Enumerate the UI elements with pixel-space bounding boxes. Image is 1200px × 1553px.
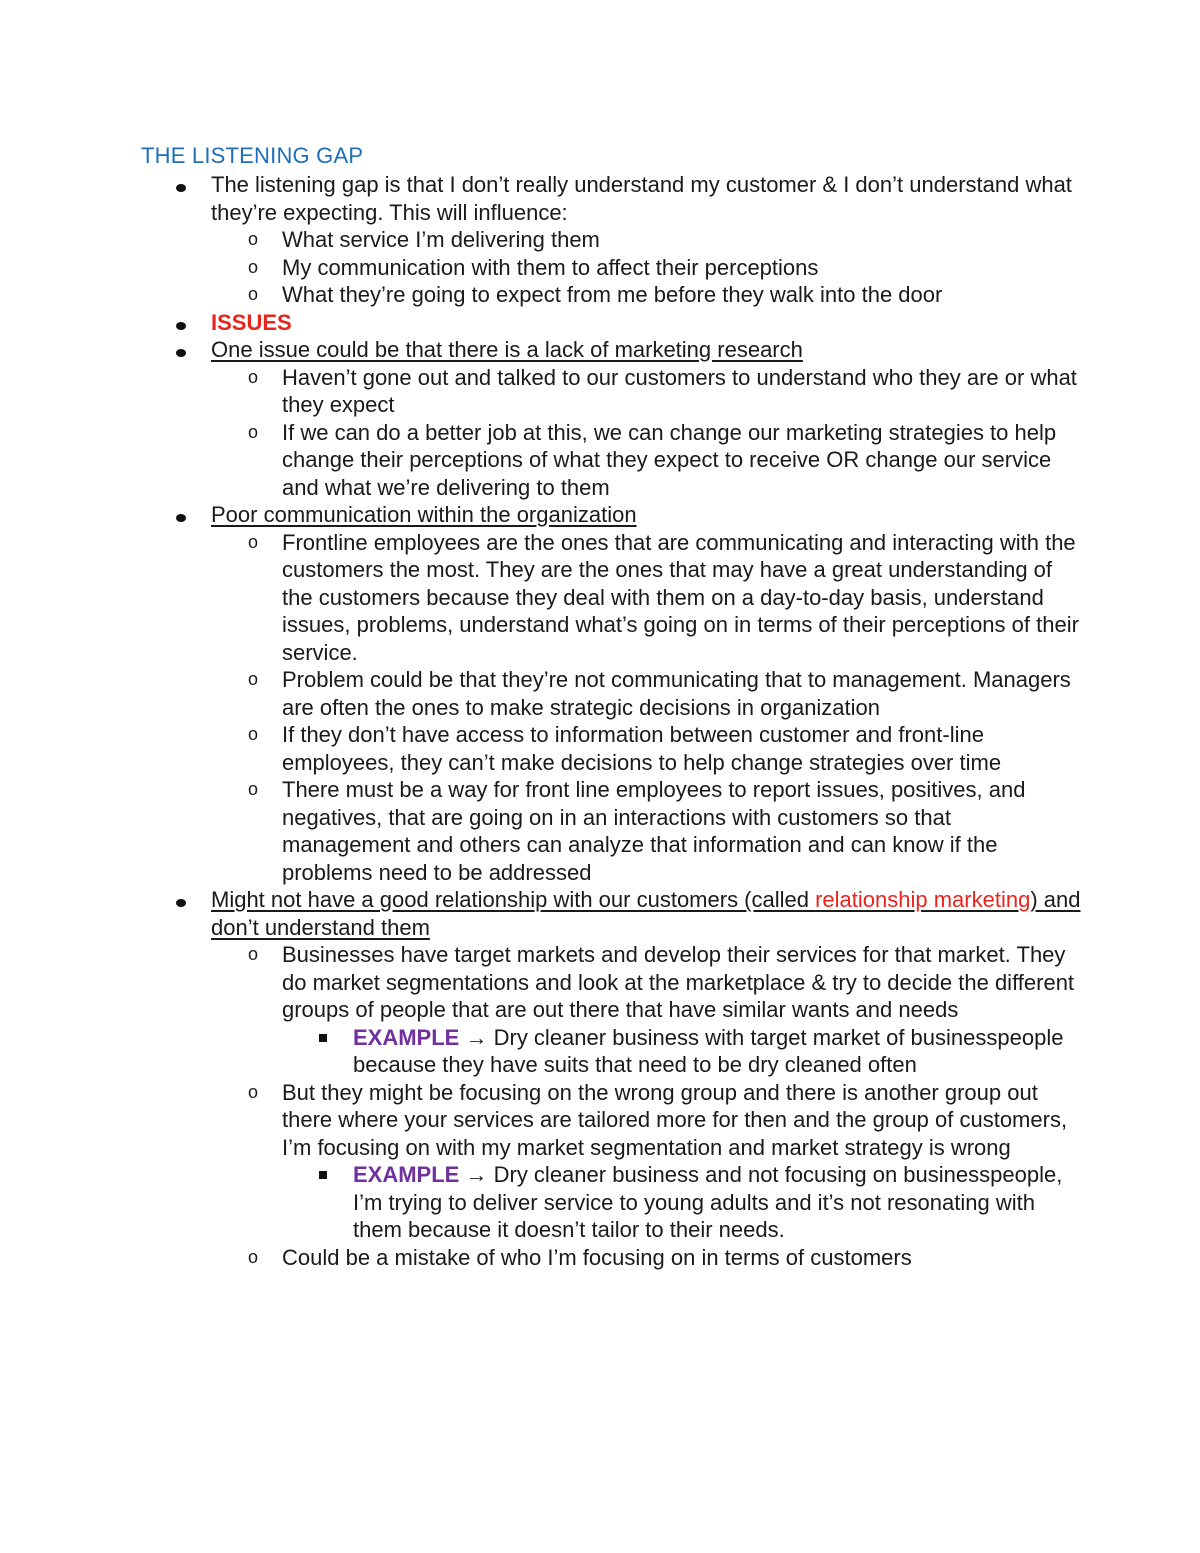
square-bullet-icon (319, 1161, 327, 1189)
circle-bullet-icon: o (248, 779, 259, 799)
circle-bullet-icon: o (248, 1246, 259, 1267)
issue-heading: One issue could be that there is a lack of marketing research (211, 337, 803, 362)
sub-bullet (141, 776, 1081, 886)
sub-bullet-text: Businesses have target markets and develop their services for that market. They do market segmentations and look at the marketplace & try to decide the different groups of people that are out there that have similar wants and needs (282, 942, 1075, 1022)
sub-bullet-text: But they might be focusing on the wrong group and there is another group out there where your services are tailored more for then and the group of customers, I’m focusing on with my market segmentation and market strategy is wrong (282, 1079, 1068, 1160)
bullet-text: The listening gap is that I don’t really understand my customer & I don’t understand what they’re expecting. This will influence: (211, 172, 1072, 225)
bullet-dot-icon (176, 501, 186, 529)
sub-bullet-text: Frontline employees are the ones that are communicating and interacting with the customers the most. They are the ones that may have a great understanding of the customers because they deal with them on a day-to-day basis, understand issues, problems, understand what’s going on in terms of their perceptions of their service. (282, 529, 1079, 665)
bullet-issue-relationship (141, 886, 1081, 941)
document-body (141, 141, 1081, 1271)
sub-bullet-text: What service I’m delivering them (282, 227, 600, 252)
circle-bullet-icon: o (248, 669, 259, 689)
sub-bullet-text: There must be a way for front line employees to report issues, positives, and negatives, that are going on in an interactions with customers so that management and others can analyze that information and can know if the problems need to be addressed (282, 777, 1026, 885)
sub-bullet (141, 419, 1081, 502)
circle-bullet-icon: o (248, 284, 259, 304)
example-text: Dry cleaner business with target market of businesspeople because they have suits that need to be dry cleaned often (353, 1024, 1064, 1077)
issue-heading-part: Might not have a good relationship with our customers (called (211, 887, 816, 912)
bullet-issue-communication (141, 501, 1081, 529)
issue-heading: Poor communication within the organization (211, 502, 637, 527)
sub-bullet (141, 254, 1081, 282)
issue-heading-part: ) and don’t understand them (211, 887, 1081, 940)
sub-bullet (141, 666, 1081, 721)
circle-bullet-icon: o (248, 366, 259, 387)
arrow-icon: → (465, 1024, 488, 1050)
sub-bullet (141, 226, 1081, 254)
example-text: Dry cleaner business and not focusing on businesspeople, I’m trying to deliver service to young adults and it’s not resonating with them because it doesn’t tailor to their needs. (353, 1162, 1063, 1242)
issues-label: ISSUES (211, 309, 292, 335)
sub-bullet (141, 529, 1081, 667)
sub-bullet (141, 1079, 1081, 1162)
bullet-dot-icon (176, 886, 186, 914)
issue-heading (211, 887, 1081, 940)
arrow-icon: → (465, 1162, 488, 1187)
circle-bullet-icon: o (248, 229, 259, 249)
sub-bullet (141, 281, 1081, 309)
circle-bullet-icon: o (248, 421, 259, 442)
circle-bullet-icon: o (248, 531, 259, 552)
example-label: EXAMPLE (353, 1162, 460, 1187)
square-bullet-icon (319, 1024, 327, 1052)
bullet-issue-marketing-research (141, 336, 1081, 364)
circle-bullet-icon: o (248, 1081, 259, 1102)
sub-bullet (141, 941, 1081, 1024)
example-bullet (141, 1024, 1081, 1079)
example-label: EXAMPLE (353, 1024, 460, 1050)
page-title: THE LISTENING GAP (141, 143, 364, 168)
sub-bullet (141, 1244, 1081, 1272)
circle-bullet-icon: o (248, 256, 259, 277)
bullet-intro (141, 171, 1081, 226)
circle-bullet-icon: o (248, 724, 259, 744)
sub-bullet-text: Could be a mistake of who I’m focusing on in terms of customers (282, 1244, 912, 1270)
sub-bullet-text: Problem could be that they’re not communicating that to management. Managers are often the ones to make strategic decisions in organization (282, 667, 1071, 720)
sub-bullet-text: Haven’t gone out and talked to our customers to understand who they are or what they expect (282, 364, 1077, 417)
sub-bullet-text: If we can do a better job at this, we can change our marketing strategies to help change their perceptions of what they expect to receive OR change our service and what we’re delivering to them (282, 419, 1057, 500)
sub-bullet-text: My communication with them to affect their perceptions (282, 254, 819, 280)
sub-bullet-text: If they don’t have access to information between customer and front-line employees, they can’t make decisions to help change strategies over time (282, 722, 1002, 775)
relationship-marketing-term: relationship marketing (815, 887, 1031, 912)
bullet-issues (141, 309, 1081, 337)
bullet-dot-icon (176, 309, 186, 337)
bullet-dot-icon (176, 336, 186, 364)
sub-bullet (141, 364, 1081, 419)
sub-bullet-text: What they’re going to expect from me before they walk into the door (282, 282, 943, 307)
sub-bullet (141, 721, 1081, 776)
circle-bullet-icon: o (248, 944, 259, 964)
example-bullet (141, 1161, 1081, 1244)
bullet-dot-icon (176, 171, 186, 199)
